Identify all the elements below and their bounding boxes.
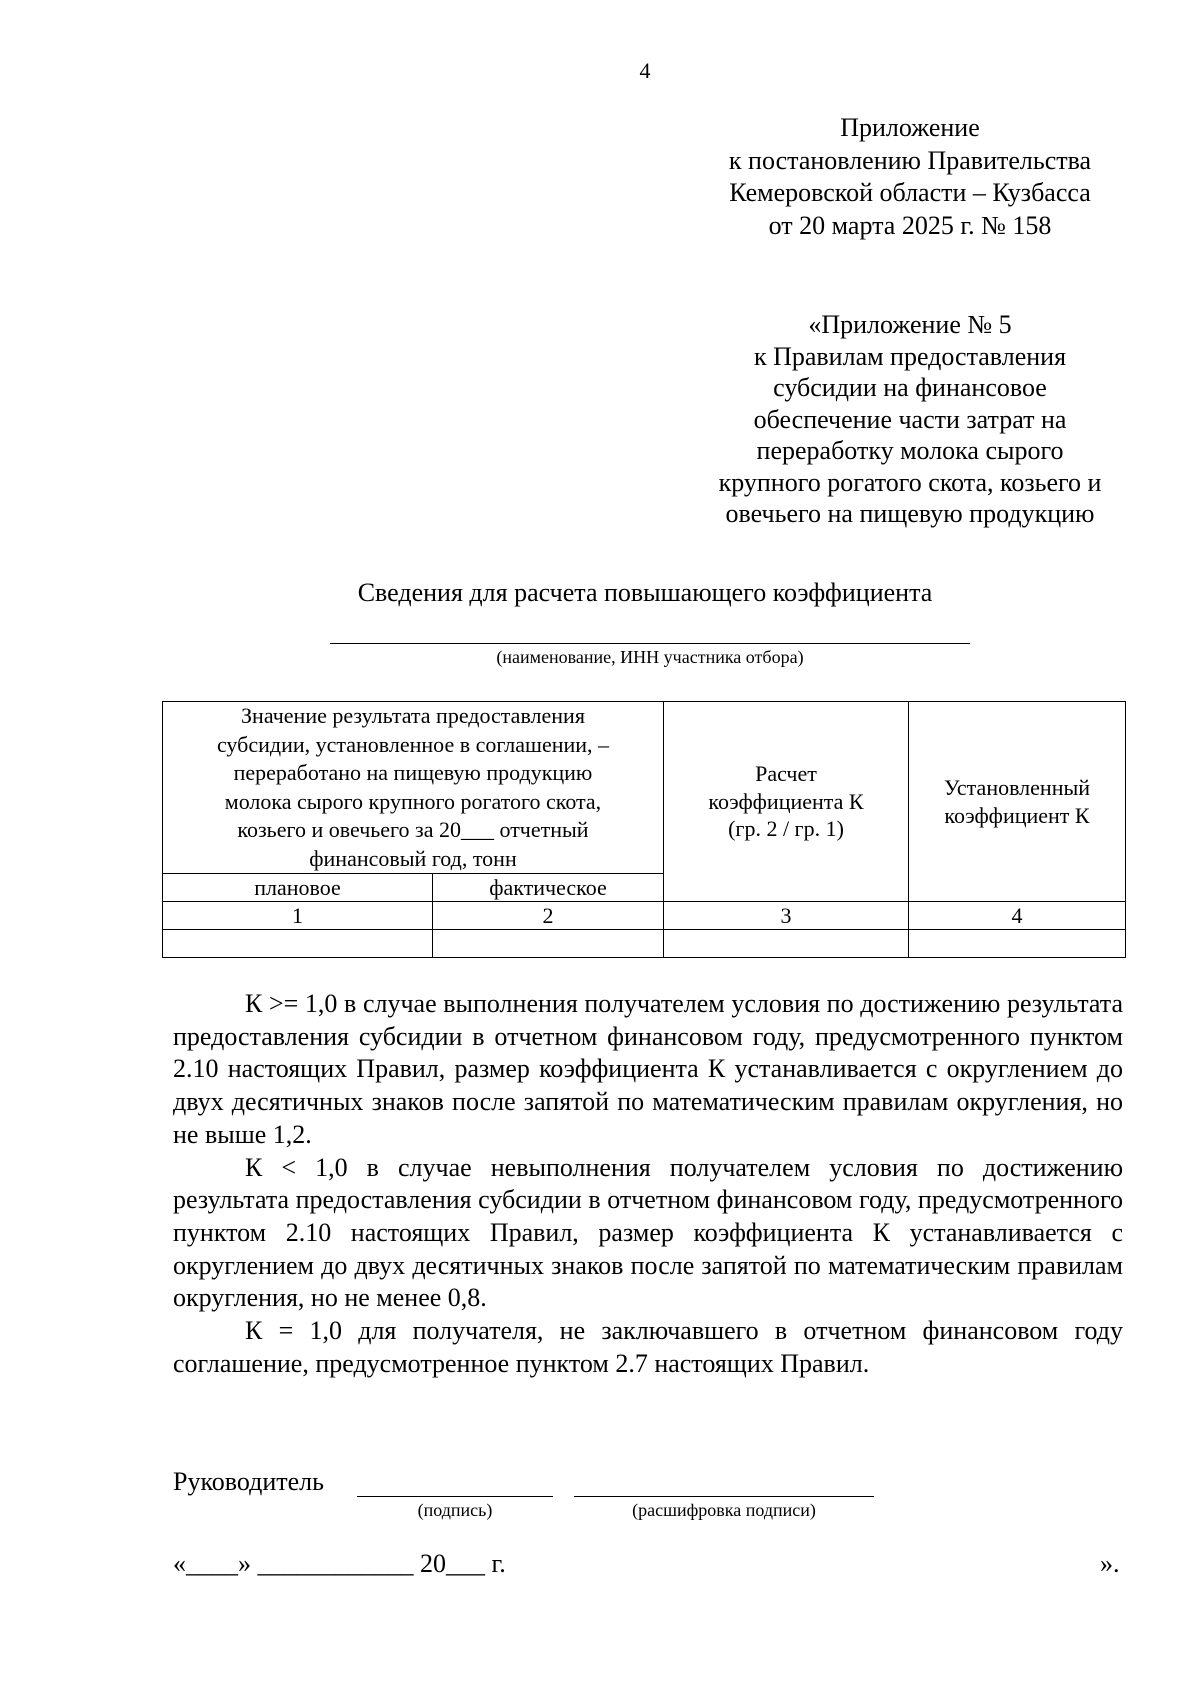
- appendix-header: [680, 112, 1140, 242]
- coefficient-table: [162, 701, 1126, 958]
- subheader-planned: плановое: [163, 874, 433, 902]
- subheader-actual: фактическое: [433, 874, 664, 902]
- header-line: (гр. 2 / гр. 1): [728, 816, 844, 842]
- appendix-header-line: Кемеровской области – Кузбасса: [729, 178, 1091, 207]
- header-line: коэффициента К: [708, 788, 864, 814]
- header-coefficient-set: [909, 702, 1126, 902]
- header-line: Установленный: [943, 775, 1091, 800]
- column-number: 4: [909, 902, 1126, 930]
- column-number: 2: [433, 902, 664, 930]
- transcript-field-line: [574, 1496, 874, 1497]
- table-cell-empty: [664, 930, 909, 958]
- appendix-quote-line: к Правилам предоставления: [753, 341, 1067, 371]
- appendix-quote-line: переработку молока сырого: [756, 436, 1064, 465]
- header-line: Расчет: [755, 761, 817, 787]
- appendix-quote-line: крупного рогатого скота, козьего и: [718, 467, 1102, 497]
- appendix-quote-line: овечьего на пищевую продукцию: [725, 499, 1095, 528]
- appendix-header-line: к постановлению Правительства: [728, 145, 1092, 175]
- date-line: «____» ____________ 20___ г.: [173, 1549, 506, 1578]
- header-subsidy-result: [163, 702, 664, 874]
- page-number: 4: [639, 58, 651, 83]
- header-line: козьего и овечьего за 20___ отчетный: [237, 817, 589, 842]
- transcript-caption: (расшифровка подписи): [632, 1500, 816, 1520]
- table-cell-empty: [163, 930, 433, 958]
- paragraph: К < 1,0 в случае невыполнения получателем условия по достижению результата предоставления субсидии в отчетном финансовом году, предусмотренного пунктом 2.10 настоящих Правил, размер коэффициента К устанавливается с округлением до двух десятичных знаков после запятой по математическим правилам округления, но не менее 0,8.: [173, 1152, 1123, 1313]
- org-name-field-line: [330, 643, 970, 644]
- appendix-quote: [680, 309, 1140, 530]
- header-line: переработано на пищевую продукцию: [233, 760, 593, 785]
- paragraph: К >= 1,0 в случае выполнения получателем условия по достижению результата предоставления субсидии в отчетном финансовом году, предусмотренного пунктом 2.10 настоящих Правил, размер коэффициента К устанавливается с округлением до двух десятичных знаков после запятой по математическим правилам округления, но не выше 1,2.: [173, 989, 1123, 1149]
- signature-label: Руководитель: [173, 1467, 324, 1496]
- paragraph: К = 1,0 для получателя, не заключавшего в отчетном финансовом году соглашение, предусмотренное пунктом 2.7 настоящих Правил.: [173, 1316, 1123, 1378]
- column-number: 1: [163, 902, 433, 930]
- header-line: финансовый год, тонн: [309, 845, 517, 871]
- appendix-quote-line: субсидии на финансовое: [773, 373, 1047, 402]
- table-cell-empty: [909, 930, 1126, 958]
- header-line: субсидии, установленное в соглашении, –: [216, 731, 610, 757]
- header-line: молока сырого крупного рогатого скота,: [224, 788, 602, 814]
- signature-caption: (подпись): [417, 1500, 493, 1520]
- header-line: Значение результата предоставления: [241, 703, 585, 728]
- appendix-header-line: от 20 марта 2025 г. № 158: [768, 210, 1052, 240]
- header-line: коэффициент К: [944, 802, 1090, 828]
- table-cell-empty: [433, 930, 664, 958]
- org-name-caption: (наименование, ИНН участника отбора): [496, 647, 804, 667]
- header-coefficient-calc: [664, 702, 909, 902]
- signature-field-line: [357, 1496, 553, 1497]
- closing-mark: ».: [1100, 1549, 1120, 1578]
- appendix-header-line: Приложение: [840, 113, 980, 142]
- appendix-quote-line: обеспечение части затрат на: [753, 404, 1067, 434]
- document-title: Сведения для расчета повышающего коэффициента: [357, 578, 933, 607]
- appendix-quote-line: «Приложение № 5: [808, 310, 1012, 339]
- body-text: [173, 988, 1123, 1380]
- column-number: 3: [664, 902, 909, 930]
